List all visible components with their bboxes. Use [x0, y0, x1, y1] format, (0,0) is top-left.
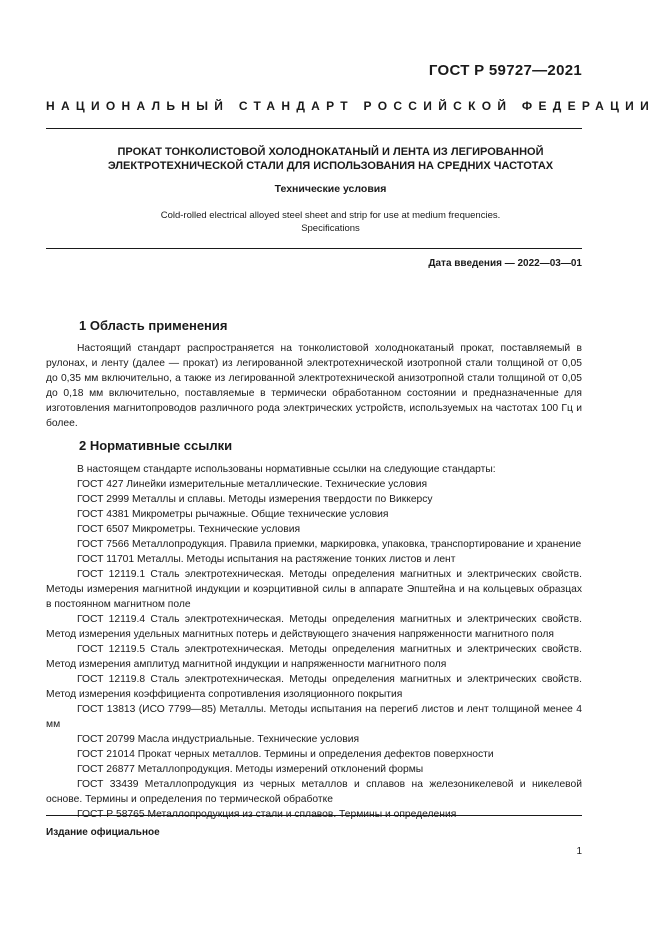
document-title — [60, 145, 601, 173]
reference-item: ГОСТ 26877 Металлопродукция. Методы измерений отклонений формы — [77, 764, 424, 775]
reference-item: ГОСТ 12119.4 Сталь электротехническая. Методы определения магнитных и электрических свойств. Метод измерения удельных магнитных потерь и действующего значения напряженности магнитного поля — [46, 614, 582, 640]
gost-number: ГОСТ Р 59727—2021 — [428, 62, 582, 79]
reference-item: ГОСТ 7566 Металлопродукция. Правила приемки, маркировка, упаковка, транспортирование и хранение — [77, 539, 582, 550]
document-subtitle: Технические условия — [274, 183, 387, 195]
page-number: 1 — [576, 846, 582, 857]
reference-item: ГОСТ Р 58765 Металлопродукция из стали и сплавов. Термины и определения — [77, 809, 457, 820]
reference-item: ГОСТ 21014 Прокат черных металлов. Термины и определения дефектов поверхности — [77, 749, 494, 760]
reference-item: ГОСТ 20799 Масла индустриальные. Технические условия — [77, 734, 360, 745]
reference-item: ГОСТ 12119.1 Сталь электротехническая. Методы определения магнитных и электрических свойств. Методы измерения магнитной индукции и коэрцитивной силы в аппарате Эпштейна и на кольцевых образцах в постоянном магнитном поле — [46, 569, 582, 610]
middle-divider — [46, 248, 582, 249]
section-1-text: Настоящий стандарт распространяется на тонколистовой холоднокатаный прокат, поставляемый в рулонах, и ленту (далее — прокат) из легированной электротехнической изотропной стали толщиной от 0,05 до 0,35 мм включительно, а также из легированной электротехнической анизотропной стали толщиной от 0,05 до 0,18 мм включительно, поставляемые в термически обработанном состоянии и предназначенные для изготовления магнитопроводов различного рода электрических устройств, используемых на частотах 100 Гц и более. — [46, 343, 582, 429]
title-line-1: ПРОКАТ ТОНКОЛИСТОВОЙ ХОЛОДНОКАТАНЫЙ И ЛЕНТА ИЗ ЛЕГИРОВАННОЙ — [117, 146, 544, 158]
normative-references — [46, 462, 582, 822]
official-edition-label: Издание официальное — [46, 827, 160, 838]
reference-item: ГОСТ 13813 (ИСО 7799—85) Металлы. Методы испытания на перегиб листов и лент толщиной менее 4 мм — [46, 704, 582, 730]
reference-item: ГОСТ 6507 Микрометры. Технические условия — [77, 524, 301, 535]
introduction-date: Дата введения — 2022—03—01 — [428, 258, 582, 269]
references-intro: В настоящем стандарте использованы нормативные ссылки на следующие стандарты: — [77, 464, 496, 475]
national-standard-banner: НАЦИОНАЛЬНЫЙ СТАНДАРТ РОССИЙСКОЙ ФЕДЕРАЦИИ — [46, 99, 656, 113]
reference-item: ГОСТ 12119.5 Сталь электротехническая. Методы определения магнитных и электрических свойств. Метод измерения амплитуд магнитной индукции и напряженности магнитного поля — [46, 644, 582, 670]
title-line-2: ЭЛЕКТРОТЕХНИЧЕСКОЙ СТАЛИ ДЛЯ ИСПОЛЬЗОВАНИЯ НА СРЕДНИХ ЧАСТОТАХ — [107, 160, 554, 172]
reference-item: ГОСТ 12119.8 Сталь электротехническая. Методы определения магнитных и электрических свойств. Метод измерения коэффициента сопротивления изоляционного покрытия — [46, 674, 582, 700]
section-1-heading: 1 Область применения — [79, 318, 228, 333]
section-2-heading: 2 Нормативные ссылки — [79, 438, 233, 453]
footer-divider — [46, 815, 582, 816]
top-divider — [46, 128, 582, 129]
english-title — [60, 209, 601, 235]
reference-item: ГОСТ 2999 Металлы и сплавы. Методы измерения твердости по Виккерсу — [77, 494, 433, 505]
reference-item: ГОСТ 33439 Металлопродукция из черных металлов и сплавов на железоникелевой и никелевой основе. Термины и определения по термической обработке — [46, 779, 582, 805]
reference-item: ГОСТ 11701 Металлы. Методы испытания на растяжение тонких листов и лент — [77, 554, 456, 565]
reference-item: ГОСТ 4381 Микрометры рычажные. Общие технические условия — [77, 509, 389, 520]
english-title-line-2: Specifications — [301, 223, 360, 234]
reference-item: ГОСТ 427 Линейки измерительные металлические. Технические условия — [77, 479, 428, 490]
english-title-line-1: Cold-rolled electrical alloyed steel sheet and strip for use at medium frequencies. — [160, 210, 501, 221]
